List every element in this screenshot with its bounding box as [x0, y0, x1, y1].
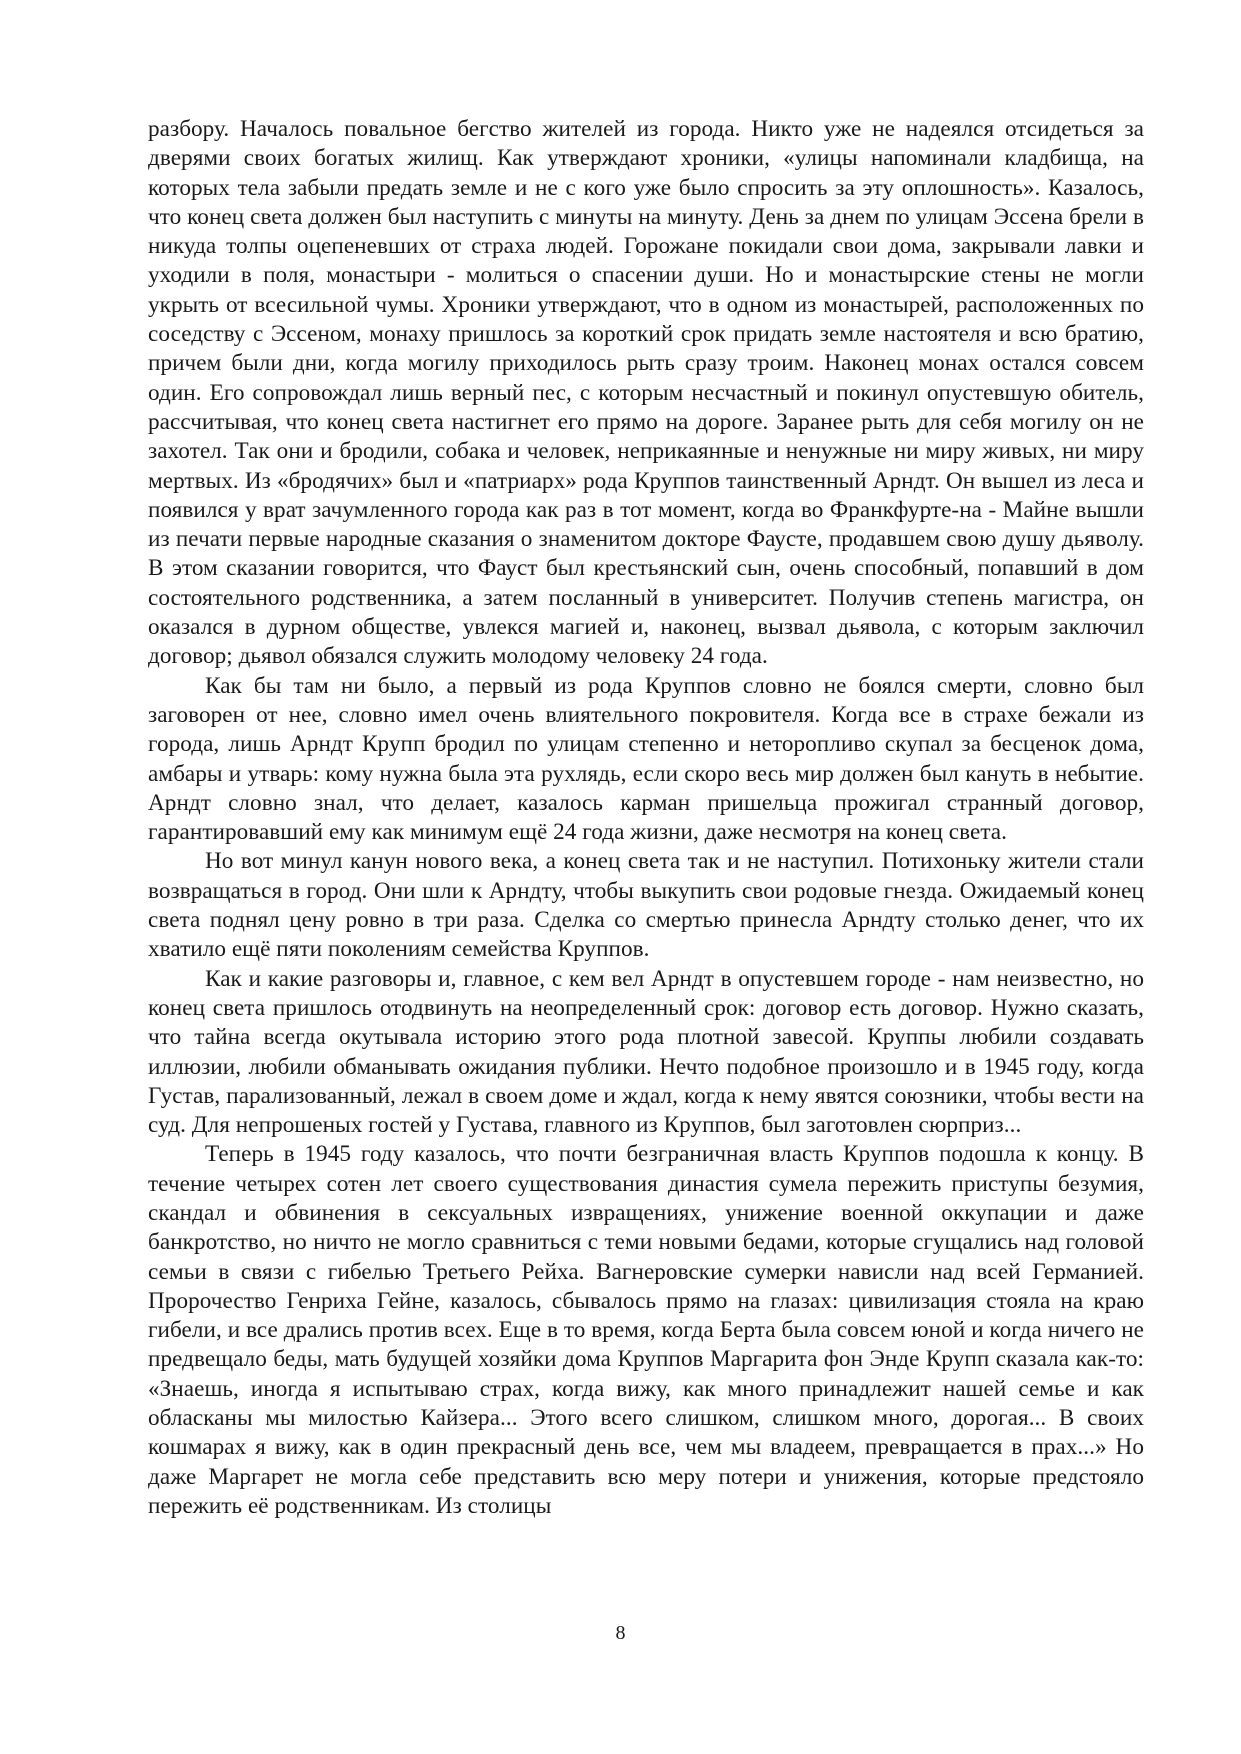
page-number: 8	[615, 1622, 626, 1644]
paragraph-3: Но вот минул канун нового века, а конец света так и не наступил. Потихоньку жители стали возвращаться в город. Они шли к Арндту, чтобы выкупить свои родовые гнезда. Ожидаемый конец света поднял цену ровно в три раза. Сделка со смертью принесла Арндту столько денег, что их хватило ещё пяти поколениям семейства Круппов.	[148, 848, 1144, 963]
paragraph-2: Как бы там ни было, а первый из рода Круппов словно не боялся смерти, словно был заговорен от нее, словно имел очень влиятельного покровителя. Когда все в страхе бежали из города, лишь Арндт Крупп бродил по улицам степенно и неторопливо скупал за бесценок дома, амбары и утварь: кому нужна была эта рухлядь, если скоро весь мир должен был кануть в небытие. Арндт словно знал, что делает, казалось карман пришельца прожигал странный договор, гарантировавший ему как минимум ещё 24 года жизни, даже несмотря на конец света.	[148, 672, 1144, 846]
paragraph-1: разбору. Началось повальное бегство жителей из города. Никто уже не надеялся отсидеться за дверями своих богатых жилищ. Как утверждают хроники, «улицы напоминали кладбища, на которых тела забыли предать земле и не с кого уже было спросить за эту оплошность». Казалось, что конец света должен был наступить с минуты на минуту. День за днем по улицам Эссена брели в никуда толпы оцепеневших от страха людей. Горожане покидали свои дома, закрывали лавки и уходили в поля, монастыри - молиться о спасении души. Но и монастырские стены не могли укрыть от всесильной чумы. Хроники утверждают, что в одном из монастырей, расположенных по соседству с Эссеном, монаху пришлось за короткий срок придать земле настоятеля и всю братию, причем были дни, когда могилу приходилось рыть сразу троим. Наконец монах остался совсем один. Его сопровождал лишь верный пес, с которым несчастный и покинул опустевшую обитель, рассчитывая, что конец света настигнет его прямо на дороге. Заранее рыть для себя могилу он не захотел. Так они и бродили, собака и человек, неприкаянные и ненужные ни миру живых, ни миру мертвых. Из «бродячих» был и «патриарх» рода Круппов таинственный Арндт. Он вышел из леса и появился у врат зачумленного города как раз в тот момент, когда во Франкфурте-на - Майне вышли из печати первые народные сказания о знаменитом докторе Фаусте, продавшем свою душу дьяволу. В этом сказании говорится, что Фауст был крестьянский сын, очень способный, попавший в дом состоятельного родственника, а затем посланный в университет. Получив степень магистра, он оказался в дурном обществе, увлекся магией и, наконец, вызвал дьявола, с которым заключил договор; дьявол обязался служить молодому человеку 24 года.	[148, 116, 1144, 670]
body-text	[148, 115, 1144, 1521]
paragraph-5: Теперь в 1945 году казалось, что почти безграничная власть Круппов подошла к концу. В течение четырех сотен лет своего существования династия сумела пережить приступы безумия, скандал и обвинения в сексуальных извращениях, унижение военной оккупации и даже банкротство, но ничто не могло сравниться с теми новыми бедами, которые сгущались над головой семьи в связи с гибелью Третьего Рейха. Вагнеровские сумерки нависли над всей Германией. Пророчество Генриха Гейне, казалось, сбывалось прямо на глазах: цивилизация стояла на краю гибели, и все дрались против всех. Еще в то время, когда Берта была совсем юной и когда ничего не предвещало беды, мать будущей хозяйки дома Круппов Маргарита фон Энде Крупп сказала как-то: «Знаешь, иногда я испытываю страх, когда вижу, как много принадлежит нашей семье и как обласканы мы милостью Кайзера... Этого всего слишком, слишком много, дорогая... В своих кошмарах я вижу, как в один прекрасный день все, чем мы владеем, превращается в прах...» Но даже Маргарет не могла себе представить всю меру потери и унижения, которые предстояло пережить её родственникам. Из столицы	[148, 1141, 1144, 1519]
paragraph-4: Как и какие разговоры и, главное, с кем вел Арндт в опустевшем городе - нам неизвестно, но конец света пришлось отодвинуть на неопределенный срок: договор есть договор. Нужно сказать, что тайна всегда окутывала историю этого рода плотной завесой. Круппы любили создавать иллюзии, любили обманывать ожидания публики. Нечто подобное произошло и в 1945 году, когда Густав, парализованный, лежал в своем доме и ждал, когда к нему явятся союзники, чтобы вести на суд. Для непрошеных гостей у Густава, главного из Круппов, был заготовлен сюрприз...	[148, 965, 1144, 1139]
